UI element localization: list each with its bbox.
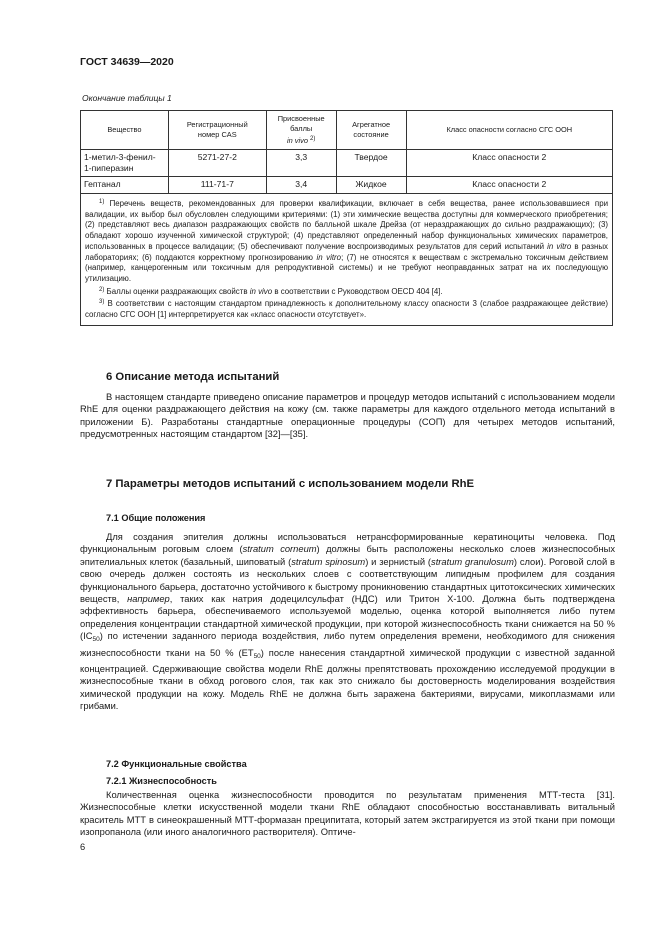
footnote-2: $^{2)}$ Баллы оценки раздражающих свойств in vivo в соответствии с Руководством OECD 404 [4]. bbox=[99, 286, 443, 296]
footnote-1: $^{1)}$ Перечень веществ, рекомендованных для проверки квалификации, включает в себя вещества, ранее использовавшиеся при валидации, их выбор был обусловлен следующими критериями: (1) эти химические вещества доступны для коммерческого приобретения; (2) представляют весь диапазон раздражающих свойств по балльной шкале Дрейза (от нераздражающих до сильно раздражающих); (3) обладают хорошо изученной химической структурой; (4) представляют определенный набор функциональных химических параметров, использованных в процессе валидации; (5) обеспечивают получение воспроизводимых результатов для серий испытаний in vitro в разных лабораториях; (6) поддаются корректному прогнозированию in vitro; (7) не относятся к веществам с экстремально токсичным действием (например, канцерогенным или токсичным для репродуктивной системы) и не требуют неоправданных затрат на их последующую утилизацию. bbox=[85, 199, 608, 283]
section-7-2-1-paragraph: Количественная оценка жизнеспособности проводится по результатам применения МТТ-теста [31]. Жизнеспособные клетки искусственной модели ткани RhE обладают способностью восстанавливать витальный краситель МТТ в синеокрашенный МТТ-формазан преципитата, который затем экстрагируется из этой ткани при помощи изопропанола (или иного аналогичного растворителя). Оптиче- bbox=[80, 790, 615, 838]
table-header-row bbox=[81, 111, 613, 150]
table-notes-row bbox=[81, 194, 613, 326]
header-cas: Регистрационный номер CAS bbox=[168, 111, 266, 150]
header-substance: Вещество bbox=[81, 111, 169, 150]
cell-state: Твердое bbox=[336, 150, 406, 177]
header-hazard-class: Класс опасности согласно СГС ООН bbox=[406, 111, 612, 150]
footnote-3: $^{3)}$ В соответствии с настоящим стандартом принадлежность к дополнительному классу опасности 3 (слабое раздражающее действие) согласно СГС ООН [1] интерпретируется как «класс опасности отсутствует». bbox=[85, 299, 608, 320]
cell-state: Жидкое bbox=[336, 177, 406, 194]
cell-substance: Гептанал bbox=[81, 177, 169, 194]
page-number: 6 bbox=[80, 842, 86, 852]
table-caption: Окончание таблицы 1 bbox=[82, 93, 172, 103]
cell-cas: 5271-27-2 bbox=[168, 150, 266, 177]
section-6-paragraph: В настоящем стандарте приведено описание параметров и процедур методов испытаний с использованием модели RhE для оценки раздражающего действия на кожу (см. также параметры для каждого отдельного метода испытаний в приложении Б). Разработаны стандартные операционные процедуры (СОП) для четырех методов испытаний, предусмотренных настоящим стандартом [32]—[35]. bbox=[80, 392, 615, 440]
section-7-1-paragraph: Для создания эпителия должны использоваться нетрансформированные кератиноциты человека. Под функциональным роговым слоем (stratum corneum) должны быть расположены несколько слоев жизнеспособных эпителиальных клеток (базальный, шиповатый (stratum spinosum) и зернистый (stratum granulosum) слои). Роговой слой в свою очередь должен состоять из нескольких слоев с соответствующим липидным профилем для создания функционального барьера, достаточно устойчивого к быстрому проникновению стандартных цитотоксических химических веществ, например, таких как натрия додецилсульфат (НДС) или Тритон X-100. Должна быть подтверждена эффективность барьера, обеспечиваемого используемой моделью, оценка которой выполняется либо путем определения концентрации стандартной химической продукции, при которой жизнеспособность ткани снижается на 50 % $(IC_{50})$ по истечении заданного периода воздействия, либо путем определения времени, необходимого для снижения жизнеспособности ткани на 50 % $(ET_{50})$ после нанесения стандартной химической продукции с известной заданной концентрацией. Сдерживающие свойства модели RhE должны препятствовать прохождению исследуемой продукции в жизнеспособные ткани в обход рогового слоя, так как это снижало бы достоверность моделирования воздействия химической продукции на кожу. Модель RhE не должна быть заражена бактериями, вирусами, микоплазмами или грибами. bbox=[80, 532, 616, 712]
section-6-heading: 6 Описание метода испытаний bbox=[106, 371, 280, 383]
cell-score: 3,4 bbox=[266, 177, 336, 194]
section-7-2-1-heading: 7.2.1 Жизнеспособность bbox=[106, 776, 217, 786]
header-score: Присвоенные баллы in vivo $^{2)}$ bbox=[266, 111, 336, 150]
section-7-2-heading: 7.2 Функциональные свойства bbox=[106, 759, 247, 769]
cell-hazard: Класс опасности 2 bbox=[406, 177, 612, 194]
section-7-heading: 7 Параметры методов испытаний с использованием модели RhE bbox=[106, 478, 475, 490]
cell-substance: 1-метил-3-фенил- 1-пиперазин bbox=[81, 150, 169, 177]
cell-score: 3,3 bbox=[266, 150, 336, 177]
table-notes bbox=[81, 194, 613, 326]
section-7-1-heading: 7.1 Общие положения bbox=[106, 513, 206, 523]
standard-header: ГОСТ 34639—2020 bbox=[80, 56, 174, 68]
table-row bbox=[81, 150, 613, 177]
table-row bbox=[81, 177, 613, 194]
cell-hazard: Класс опасности 2 bbox=[406, 150, 612, 177]
substances-table bbox=[80, 110, 613, 326]
cell-cas: 111-71-7 bbox=[168, 177, 266, 194]
header-state: Агрегатное состояние bbox=[336, 111, 406, 150]
